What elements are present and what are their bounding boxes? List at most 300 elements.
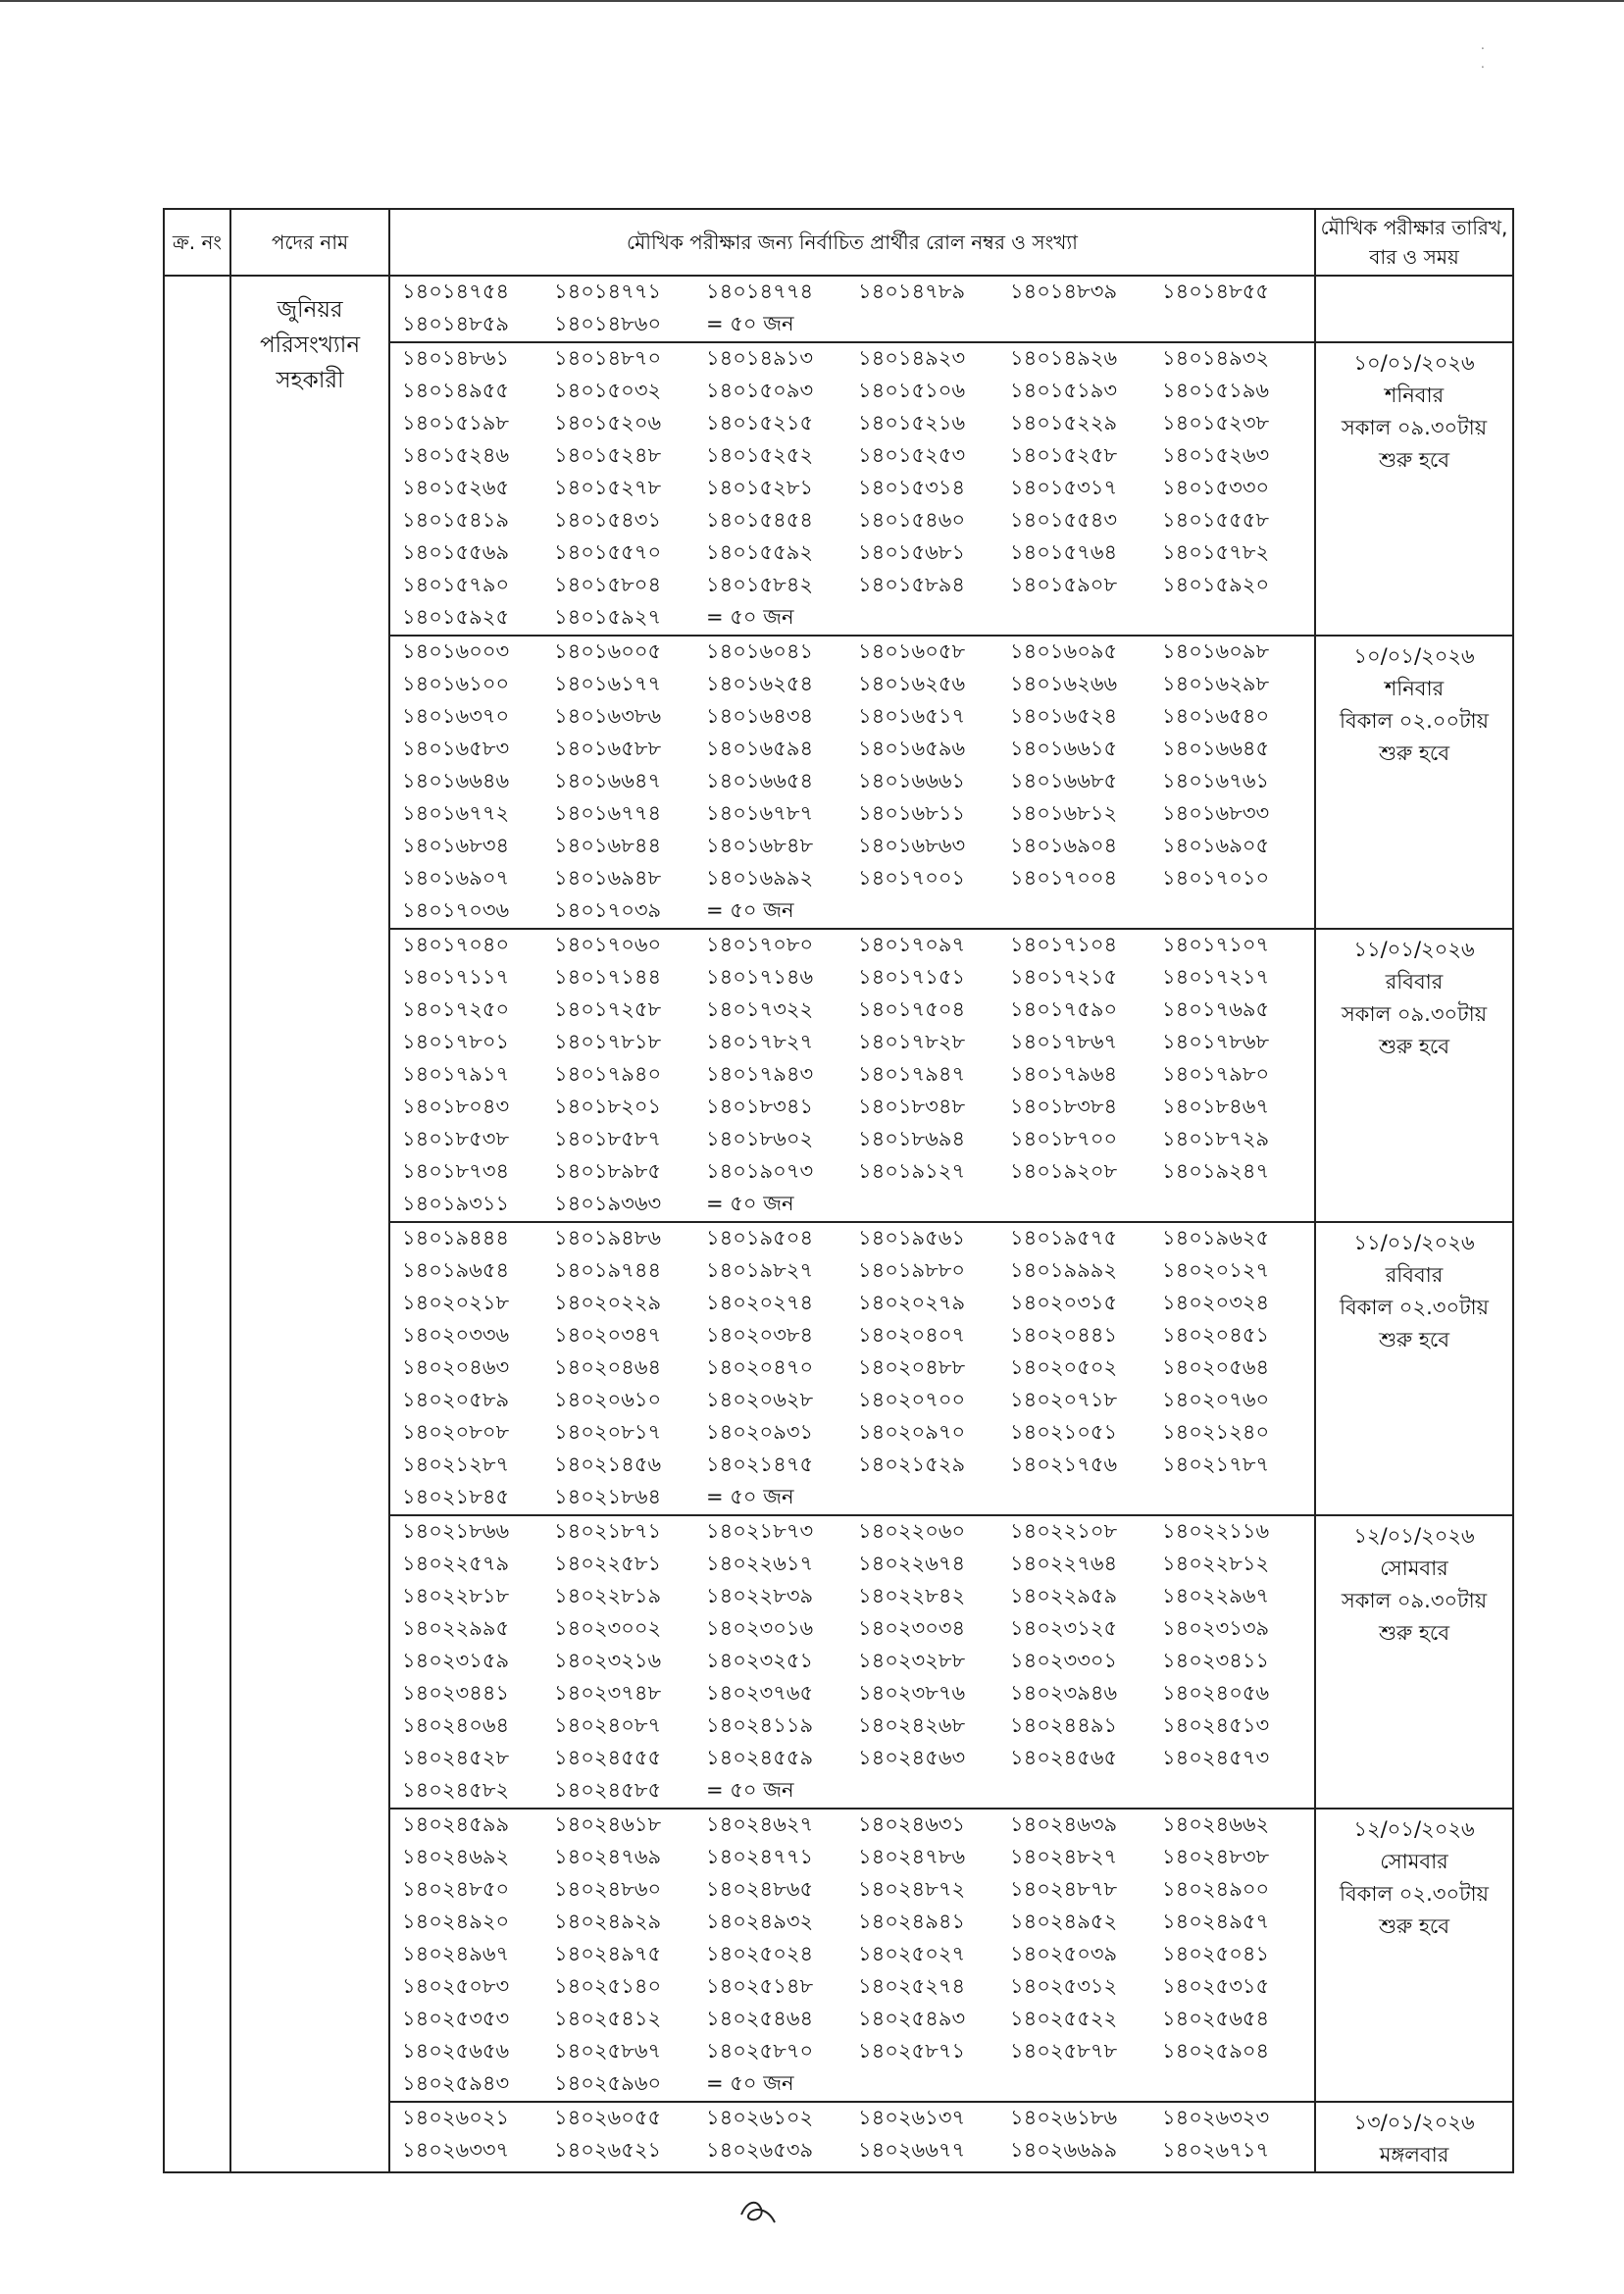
roll-number: ১৪০১৭১৪৬ xyxy=(706,965,814,989)
roll-number: ১৪০২০৭১৮ xyxy=(1010,1388,1118,1411)
roll-line xyxy=(390,1352,1314,1385)
roll-number: ১৪০১৭৮৬৮ xyxy=(1162,1030,1270,1053)
roll-number: ১৪০১৫২৮১ xyxy=(706,476,814,499)
roll-number: ১৪০২১২৮৭ xyxy=(402,1453,510,1476)
roll-number: ১৪০১৬১০০ xyxy=(402,672,510,695)
roll-number: ১৪০২৩২৫১ xyxy=(706,1649,814,1672)
roll-number: ১৪০২৪৫২৮ xyxy=(402,1746,510,1769)
group-total: = ৫০ জন xyxy=(706,312,794,335)
roll-number: ১৪০১৫০৩২ xyxy=(554,379,662,402)
schedule-line: ১২/০১/২০২৬ xyxy=(1353,1524,1475,1548)
roll-line xyxy=(390,766,1314,798)
roll-number: ১৪০১৬৮১১ xyxy=(858,801,966,825)
roll-number: ১৪০২৩৯৪৬ xyxy=(1010,1681,1118,1705)
roll-number: ১৪০১৭০৯৭ xyxy=(858,933,966,956)
roll-number: ১৪০১৭৯৮০ xyxy=(1162,1062,1270,1086)
schedule-line: মঙ্গলবার xyxy=(1379,2143,1449,2167)
roll-number: ১৪০১৫২৫২ xyxy=(706,443,814,467)
roll-number: ১৪০১৯৫০৪ xyxy=(706,1226,814,1249)
roll-number: ১৪০২৪৫৮৫ xyxy=(554,1778,662,1802)
roll-number: ১৪০২০৯৭০ xyxy=(858,1420,966,1444)
schedule-line: বিকাল ০২.০০টায় xyxy=(1340,709,1489,733)
roll-number: ১৪০১৬৮৩৪ xyxy=(402,834,510,857)
roll-number: ১৪০২৪৫৭৩ xyxy=(1162,1746,1270,1769)
roll-number: ১৪০১৯২৪৭ xyxy=(1162,1159,1270,1183)
roll-number: ১৪০১৬১৭৭ xyxy=(554,672,662,695)
roll-number: ১৪০২৫৬৫৬ xyxy=(402,2039,510,2063)
roll-number: ১৪০১৫১৯৩ xyxy=(1010,379,1118,402)
roll-number: ১৪০১৬৭৭৪ xyxy=(554,801,662,825)
schedule-line: শুরু হবে xyxy=(1378,1914,1450,1938)
schedule-line: ১১/০১/২০২৬ xyxy=(1353,938,1475,961)
roll-number: ১৪০১৬৭৭২ xyxy=(402,801,510,825)
roll-number: ১৪০১৮৫৮৭ xyxy=(554,1127,662,1150)
roll-number: ১৪০১৯৩৬৩ xyxy=(554,1192,662,1215)
roll-number: ১৪০২৫০২৪ xyxy=(706,1942,814,1965)
header-schedule: মৌখিক পরীক্ষার তারিখ, বার ও সময় xyxy=(1315,209,1513,276)
roll-line xyxy=(390,1156,1314,1189)
schedule-line: সকাল ০৯.৩০টায় xyxy=(1341,1589,1488,1612)
roll-number: ১৪০১৪৭৫৪ xyxy=(402,280,510,303)
roll-number: ১৪০১৫২০৬ xyxy=(554,411,662,434)
table-body xyxy=(164,276,1513,2172)
roll-number: ১৪০২৪৮৬৫ xyxy=(706,1877,814,1901)
roll-number: ১৪০২৪৯২৯ xyxy=(554,1910,662,1933)
header-rolls: মৌখিক পরীক্ষার জন্য নির্বাচিত প্রার্থীর রোল নম্বর ও সংখ্যা xyxy=(389,209,1315,276)
roll-number: ১৪০১৫২১৬ xyxy=(858,411,966,434)
roll-number: ১৪০১৭০৩৯ xyxy=(554,898,662,922)
group-total: = ৫০ জন xyxy=(706,605,794,629)
schedule-line: ১০/০১/২০২৬ xyxy=(1353,644,1475,668)
roll-number: ১৪০২৪৬৯২ xyxy=(402,1845,510,1868)
roll-number: ১৪০১৮৯৮৫ xyxy=(554,1159,662,1183)
roll-number: ১৪০১৬৯৪৮ xyxy=(554,866,662,890)
roll-number: ১৪০১৪৮৬১ xyxy=(402,346,510,370)
roll-line xyxy=(390,1971,1314,2004)
roll-number: ১৪০২৬৬৭৭ xyxy=(858,2138,966,2162)
group-total: = ৫০ জন xyxy=(706,2071,794,2095)
roll-number: ১৪০১৬০৯৫ xyxy=(1010,639,1118,663)
roll-number: ১৪০১৪৯২৬ xyxy=(1010,346,1118,370)
roll-number: ১৪০১৮৫৩৮ xyxy=(402,1127,510,1150)
schedule-line: বিকাল ০২.৩০টায় xyxy=(1340,1296,1489,1319)
roll-line xyxy=(390,962,1314,994)
roll-number: ১৪০২০৩৮৪ xyxy=(706,1323,814,1347)
roll-number: ১৪০২৪৪৯১ xyxy=(1010,1713,1118,1737)
schedule-cell xyxy=(1315,636,1513,929)
group-total: = ৫০ জন xyxy=(706,1192,794,1215)
top-rule xyxy=(0,0,1624,2)
roll-line xyxy=(390,1189,1314,1221)
roll-number: ১৪০২৪৯৭৫ xyxy=(554,1942,662,1965)
roll-number: ১৪০১৫৪৩১ xyxy=(554,508,662,532)
roll-number: ১৪০১৫২৪৮ xyxy=(554,443,662,467)
roll-line xyxy=(390,798,1314,831)
schedule-cell xyxy=(1315,1809,1513,2102)
roll-number: ১৪০২৪৯৪১ xyxy=(858,1910,966,1933)
roll-number: ১৪০১৬৮৪৮ xyxy=(706,834,814,857)
roll-number: ১৪০১৯৮২৭ xyxy=(706,1258,814,1282)
schedule-cell xyxy=(1315,929,1513,1222)
roll-number: ১৪০১৮৩৪১ xyxy=(706,1095,814,1118)
roll-number: ১৪০১৪৮৬০ xyxy=(554,312,662,335)
roll-number: ১৪০১৯৫৬১ xyxy=(858,1226,966,1249)
schedule-line: ১১/০১/২০২৬ xyxy=(1353,1231,1475,1254)
roll-number: ১৪০১৬৫৮৮ xyxy=(554,737,662,760)
roll-number: ১৪০১৫৪৬০ xyxy=(858,508,966,532)
roll-number: ১৪০২৪০৮৭ xyxy=(554,1713,662,1737)
roll-number: ১৪০১৭১০৪ xyxy=(1010,933,1118,956)
roll-number: ১৪০১৬৩৭০ xyxy=(402,704,510,728)
roll-number: ১৪০১৭১১৭ xyxy=(402,965,510,989)
roll-number: ১৪০২৩১২৫ xyxy=(1010,1616,1118,1640)
roll-number: ১৪০২১৮৪৫ xyxy=(402,1485,510,1508)
roll-line xyxy=(390,994,1314,1027)
roll-line xyxy=(390,1516,1314,1549)
roll-number: ১৪০২০৮১৭ xyxy=(554,1420,662,1444)
signature-mark xyxy=(737,2195,779,2228)
roll-number: ১৪০১৬৫১৭ xyxy=(858,704,966,728)
roll-number: ১৪০১৯৯৯২ xyxy=(1010,1258,1118,1282)
schedule-line: সকাল ০৯.৩০টায় xyxy=(1341,416,1488,439)
roll-line xyxy=(390,1223,1314,1255)
roll-number: ১৪০২২৮৪২ xyxy=(858,1584,966,1607)
roll-number: ১৪০২৬১৩৭ xyxy=(858,2106,966,2129)
schedule-line: শুরু হবে xyxy=(1378,1621,1450,1645)
roll-number: ১৪০২১৮৬৪ xyxy=(554,1485,662,1508)
roll-number: ১৪০২২১১৬ xyxy=(1162,1519,1270,1543)
roll-number: ১৪০১৭০৮০ xyxy=(706,933,814,956)
roll-number: ১৪০১৭৮৬৭ xyxy=(1010,1030,1118,1053)
roll-number: ১৪০১৫১০৬ xyxy=(858,379,966,402)
roll-number: ১৪০২০৮০৮ xyxy=(402,1420,510,1444)
roll-number: ১৪০২৪৮৫০ xyxy=(402,1877,510,1901)
roll-number: ১৪০২৪৫৯৯ xyxy=(402,1812,510,1836)
roll-number: ১৪০২৪২৬৮ xyxy=(858,1713,966,1737)
roll-number: ১৪০২১৭৮৭ xyxy=(1162,1453,1270,1476)
roll-number: ১৪০১৭৯৪৭ xyxy=(858,1062,966,1086)
roll-number: ১৪০২২৬১৭ xyxy=(706,1552,814,1575)
roll-number: ১৪০১৬৯৯২ xyxy=(706,866,814,890)
roll-number: ১৪০১৮৭০০ xyxy=(1010,1127,1118,1150)
roll-number: ১৪০১৯১২৭ xyxy=(858,1159,966,1183)
roll-number: ১৪০২৬৬৯৯ xyxy=(1010,2138,1118,2162)
roll-number: ১৪০১৫৫৪৩ xyxy=(1010,508,1118,532)
roll-number: ১৪০২৪৬৩১ xyxy=(858,1812,966,1836)
roll-number: ১৪০২২৭৬৪ xyxy=(1010,1552,1118,1575)
roll-line xyxy=(390,1124,1314,1156)
roll-number: ১৪০১৫৯০৮ xyxy=(1010,573,1118,596)
roll-number: ১৪০১৭২১৫ xyxy=(1010,965,1118,989)
roll-number: ১৪০১৭৩২২ xyxy=(706,997,814,1021)
roll-number: ১৪০১৭১০৭ xyxy=(1162,933,1270,956)
roll-line xyxy=(390,602,1314,635)
roll-number: ১৪০১৯৬২৫ xyxy=(1162,1226,1270,1249)
roll-number: ১৪০১৬২৫৪ xyxy=(706,672,814,695)
roll-number: ১৪০২৫৯৬০ xyxy=(554,2071,662,2095)
roll-number: ১৪০২১৪৫৬ xyxy=(554,1453,662,1476)
roll-number: ১৪০২৪৬১৮ xyxy=(554,1812,662,1836)
roll-number: ১৪০১৯৮৮০ xyxy=(858,1258,966,1282)
roll-number: ১৪০২৩৩০১ xyxy=(1010,1649,1118,1672)
roll-line xyxy=(390,1842,1314,1874)
roll-number: ১৪০১৮৬০২ xyxy=(706,1127,814,1150)
roll-number: ১৪০২৫০৮৩ xyxy=(402,1974,510,1998)
schedule-line: শুরু হবে xyxy=(1378,741,1450,765)
roll-number: ১৪০১৯২০৮ xyxy=(1010,1159,1118,1183)
roll-number: ১৪০১৫২৭৮ xyxy=(554,476,662,499)
roll-number: ১৪০২৫৮৬৭ xyxy=(554,2039,662,2063)
roll-number: ১৪০১৭৮২৭ xyxy=(706,1030,814,1053)
roll-number: ১৪০১৪৯৫৫ xyxy=(402,379,510,402)
group-total: = ৫০ জন xyxy=(706,1485,794,1508)
roll-line xyxy=(390,2068,1314,2101)
roll-number: ১৪০১৫২৬৫ xyxy=(402,476,510,499)
roll-number: ১৪০২৬০২১ xyxy=(402,2106,510,2129)
roll-number: ১৪০২৪৬৬২ xyxy=(1162,1812,1270,1836)
roll-number: ১৪০২৪৬৩৯ xyxy=(1010,1812,1118,1836)
roll-number: ১৪০১৭৮০১ xyxy=(402,1030,510,1053)
roll-number: ১৪০১৬৫৮৩ xyxy=(402,737,510,760)
roll-number: ১৪০২৪০৫৬ xyxy=(1162,1681,1270,1705)
roll-number: ১৪০১৬৬১৫ xyxy=(1010,737,1118,760)
roll-number: ১৪০১৫৪৫৪ xyxy=(706,508,814,532)
roll-number: ১৪০১৬৬৮৫ xyxy=(1010,769,1118,792)
roll-number: ১৪০১৬০৫৮ xyxy=(858,639,966,663)
roll-number: ১৪০২৫০৪১ xyxy=(1162,1942,1270,1965)
roll-number: ১৪০১৫৫৭০ xyxy=(554,540,662,564)
roll-number: ১৪০১৪৯৩২ xyxy=(1162,346,1270,370)
roll-number: ১৪০২১৮৭১ xyxy=(554,1519,662,1543)
roll-number: ১৪০২২৯৫৯ xyxy=(1010,1584,1118,1607)
roll-number: ১৪০২৫৮৭৮ xyxy=(1010,2039,1118,2063)
roll-number: ১৪০২৩২১৬ xyxy=(554,1649,662,1672)
scan-specks: ⸱ ⸱ xyxy=(1481,41,1485,76)
roll-number: ১৪০১৫৯২৫ xyxy=(402,605,510,629)
schedule-line: ১৩/০১/২০২৬ xyxy=(1353,2111,1475,2134)
roll-line xyxy=(390,309,1314,341)
roll-number: ১৪০২০২২৯ xyxy=(554,1291,662,1314)
roll-number: ১৪০২৫৯৪৩ xyxy=(402,2071,510,2095)
roll-line xyxy=(390,1939,1314,1971)
roll-line xyxy=(390,1417,1314,1450)
roll-number: ১৪০১৫৮৪২ xyxy=(706,573,814,596)
roll-number: ১৪০১৪৮৫৫ xyxy=(1162,280,1270,303)
roll-number: ১৪০২৪৫৫৫ xyxy=(554,1746,662,1769)
roll-line xyxy=(390,1907,1314,1939)
roll-line xyxy=(390,2036,1314,2068)
roll-line xyxy=(390,734,1314,766)
roll-line xyxy=(390,831,1314,863)
roll-number: ১৪০২৫০৩৯ xyxy=(1010,1942,1118,1965)
roll-number: ১৪০২৪৮২৭ xyxy=(1010,1845,1118,1868)
roll-number: ১৪০১৪৭৭১ xyxy=(554,280,662,303)
roll-number: ১৪০১৫১৯৬ xyxy=(1162,379,1270,402)
roll-number: ১৪০১৫২৫৩ xyxy=(858,443,966,467)
roll-number: ১৪০২৫৮৭০ xyxy=(706,2039,814,2063)
roll-line xyxy=(390,637,1314,669)
roll-number: ১৪০১৯৩১১ xyxy=(402,1192,510,1215)
roll-number: ১৪০১৫৫৯২ xyxy=(706,540,814,564)
roll-line xyxy=(390,1059,1314,1092)
roll-number: ১৪০১৯৬৫৪ xyxy=(402,1258,510,1282)
roll-line xyxy=(390,1775,1314,1808)
roll-number: ১৪০১৬০০৩ xyxy=(402,639,510,663)
roll-number: ১৪০২৪১১৯ xyxy=(706,1713,814,1737)
roll-line xyxy=(390,1385,1314,1417)
roll-line xyxy=(390,1549,1314,1581)
roll-numbers-cell xyxy=(389,929,1315,1222)
schedule-cell xyxy=(1315,1515,1513,1809)
roll-number: ১৪০১৬০০৫ xyxy=(554,639,662,663)
roll-number: ১৪০১৬৫৯৪ xyxy=(706,737,814,760)
roll-number: ১৪০২০১২৭ xyxy=(1162,1258,1270,1282)
roll-line xyxy=(390,1646,1314,1678)
roll-number: ১৪০১৫৩৩০ xyxy=(1162,476,1270,499)
roll-number: ১৪০১৬৫২৪ xyxy=(1010,704,1118,728)
roll-number: ১৪০১৮৭৩৪ xyxy=(402,1159,510,1183)
roll-number: ১৪০১৯০৭৩ xyxy=(706,1159,814,1183)
roll-line xyxy=(390,2135,1314,2167)
schedule-cell xyxy=(1315,1222,1513,1515)
roll-number: ১৪০১৬০৪১ xyxy=(706,639,814,663)
roll-number: ১৪০১৪৯১৩ xyxy=(706,346,814,370)
roll-number: ১৪০১৭২৫০ xyxy=(402,997,510,1021)
roll-number: ১৪০২২৯৯৫ xyxy=(402,1616,510,1640)
roll-number: ১৪০২৬০৫৫ xyxy=(554,2106,662,2129)
roll-line xyxy=(390,1482,1314,1514)
roll-number: ১৪০২২৫৭৯ xyxy=(402,1552,510,1575)
schedule-cell xyxy=(1315,276,1513,342)
roll-number: ১৪০২০২৭৪ xyxy=(706,1291,814,1314)
roll-number: ১৪০১৯৪৪৪ xyxy=(402,1226,510,1249)
schedule-line: শুরু হবে xyxy=(1378,448,1450,472)
roll-number: ১৪০১৭০১০ xyxy=(1162,866,1270,890)
roll-number: ১৪০২৪৯০০ xyxy=(1162,1877,1270,1901)
roll-number: ১৪০২০৪০৭ xyxy=(858,1323,966,1347)
post-name-cell xyxy=(230,276,389,2172)
roll-number: ১৪০২৪৭৮৬ xyxy=(858,1845,966,1868)
roll-number: ১৪০২৫৯০৪ xyxy=(1162,2039,1270,2063)
roll-number: ১৪০২০৯৩১ xyxy=(706,1420,814,1444)
roll-numbers-cell xyxy=(389,1222,1315,1515)
roll-number: ১৪০২০৪৪১ xyxy=(1010,1323,1118,1347)
roll-line xyxy=(390,376,1314,408)
roll-number: ১৪০১৫২৬৩ xyxy=(1162,443,1270,467)
roll-number: ১৪০১৭৬৯৫ xyxy=(1162,997,1270,1021)
roll-line xyxy=(390,473,1314,505)
roll-number: ১৪০১৫৮৯৪ xyxy=(858,573,966,596)
schedule-cell xyxy=(1315,342,1513,636)
roll-number: ১৪০২০৩৩৬ xyxy=(402,1323,510,1347)
roll-number: ১৪০২৪০৬৪ xyxy=(402,1713,510,1737)
roll-numbers-cell xyxy=(389,2102,1315,2172)
roll-number: ১৪০২০৪৬৪ xyxy=(554,1355,662,1379)
header-post: পদের নাম xyxy=(230,209,389,276)
roll-number: ১৪০১৭৯৪৩ xyxy=(706,1062,814,1086)
roll-number: ১৪০২৫২৭৪ xyxy=(858,1974,966,1998)
roll-number: ১৪০১৬২৫৬ xyxy=(858,672,966,695)
roll-line xyxy=(390,669,1314,701)
roll-line xyxy=(390,1092,1314,1124)
roll-number: ১৪০২৫৬৫৪ xyxy=(1162,2007,1270,2030)
roll-number: ১৪০২৫৫২২ xyxy=(1010,2007,1118,2030)
schedule-line: সোমবার xyxy=(1380,1850,1448,1873)
group-total: = ৫০ জন xyxy=(706,898,794,922)
roll-number: ১৪০১৭৮২৮ xyxy=(858,1030,966,1053)
table-row xyxy=(164,276,1513,342)
roll-number: ১৪০২২১০৮ xyxy=(1010,1519,1118,1543)
roll-number: ১৪০২২৫৮১ xyxy=(554,1552,662,1575)
schedule-line: বিকাল ০২.৩০টায় xyxy=(1340,1882,1489,1906)
roll-number: ১৪০১৫৬৮১ xyxy=(858,540,966,564)
roll-number: ১৪০২৪৭৬৯ xyxy=(554,1845,662,1868)
roll-number: ১৪০২৬৭১৭ xyxy=(1162,2138,1270,2162)
roll-number: ১৪০১৯৪৮৬ xyxy=(554,1226,662,1249)
roll-number: ১৪০২৩৪৪১ xyxy=(402,1681,510,1705)
roll-number: ১৪০১৬৯০৪ xyxy=(1010,834,1118,857)
roll-number: ১৪০১৬০৯৮ xyxy=(1162,639,1270,663)
roll-number: ১৪০২৪৫৬৩ xyxy=(858,1746,966,1769)
roll-number: ১৪০১৫৩১৪ xyxy=(858,476,966,499)
roll-number: ১৪০২০৪৭০ xyxy=(706,1355,814,1379)
roll-number: ১৪০২৪৯৬৭ xyxy=(402,1942,510,1965)
roll-line xyxy=(390,537,1314,570)
roll-number: ১৪০১৭০৪০ xyxy=(402,933,510,956)
roll-number: ১৪০২৫৪৬৪ xyxy=(706,2007,814,2030)
roll-number: ১৪০১৪৮৩৯ xyxy=(1010,280,1118,303)
roll-numbers-cell xyxy=(389,1809,1315,2102)
roll-number: ১৪০২০৩২৪ xyxy=(1162,1291,1270,1314)
roll-number: ১৪০২২৮৩৯ xyxy=(706,1584,814,1607)
roll-number: ১৪০২৬১০২ xyxy=(706,2106,814,2129)
roll-number: ১৪০১৬৭৮৭ xyxy=(706,801,814,825)
schedule-line: শুরু হবে xyxy=(1378,1328,1450,1351)
roll-line xyxy=(390,1678,1314,1710)
roll-number: ১৪০১৫৫৬৯ xyxy=(402,540,510,564)
roll-number: ১৪০২৬৫৩৯ xyxy=(706,2138,814,2162)
roll-number: ১৪০১৬৬৪৬ xyxy=(402,769,510,792)
roll-line xyxy=(390,570,1314,602)
roll-number: ১৪০১৬৮৬৩ xyxy=(858,834,966,857)
roll-number: ১৪০১৪৮৭০ xyxy=(554,346,662,370)
roll-number: ১৪০১৭০০৪ xyxy=(1010,866,1118,890)
roll-number: ১৪০২১৫২৯ xyxy=(858,1453,966,1476)
roll-number: ১৪০২০৭৬০ xyxy=(1162,1388,1270,1411)
roll-line xyxy=(390,343,1314,376)
roll-line xyxy=(390,1743,1314,1775)
roll-number: ১৪০১৬৬৪৭ xyxy=(554,769,662,792)
roll-number: ১৪০১৬৭৬১ xyxy=(1162,769,1270,792)
roll-number: ১৪০১৭০০১ xyxy=(858,866,966,890)
roll-number: ১৪০১৬৫৪০ xyxy=(1162,704,1270,728)
roll-number: ১৪০২০৫৮৯ xyxy=(402,1388,510,1411)
roll-number: ১৪০২১৭৫৬ xyxy=(1010,1453,1118,1476)
roll-number: ১৪০২২০৬০ xyxy=(858,1519,966,1543)
roll-number: ১৪০১৫২১৫ xyxy=(706,411,814,434)
roll-number: ১৪০১৫৪১৯ xyxy=(402,508,510,532)
roll-number: ১৪০২৩৪১১ xyxy=(1162,1649,1270,1672)
roll-number: ১৪০১৭২৫৮ xyxy=(554,997,662,1021)
roll-number: ১৪০২৪৯৫২ xyxy=(1010,1910,1118,1933)
roll-number: ১৪০২২৬৭৪ xyxy=(858,1552,966,1575)
roll-line xyxy=(390,1288,1314,1320)
schedule-line: শনিবার xyxy=(1384,677,1445,700)
serial-cell xyxy=(164,276,230,2172)
roll-number: ১৪০২১৮৭৩ xyxy=(706,1519,814,1543)
roll-number: ১৪০২৩০৩৪ xyxy=(858,1616,966,1640)
schedule-line: ১০/০১/২০২৬ xyxy=(1353,351,1475,375)
